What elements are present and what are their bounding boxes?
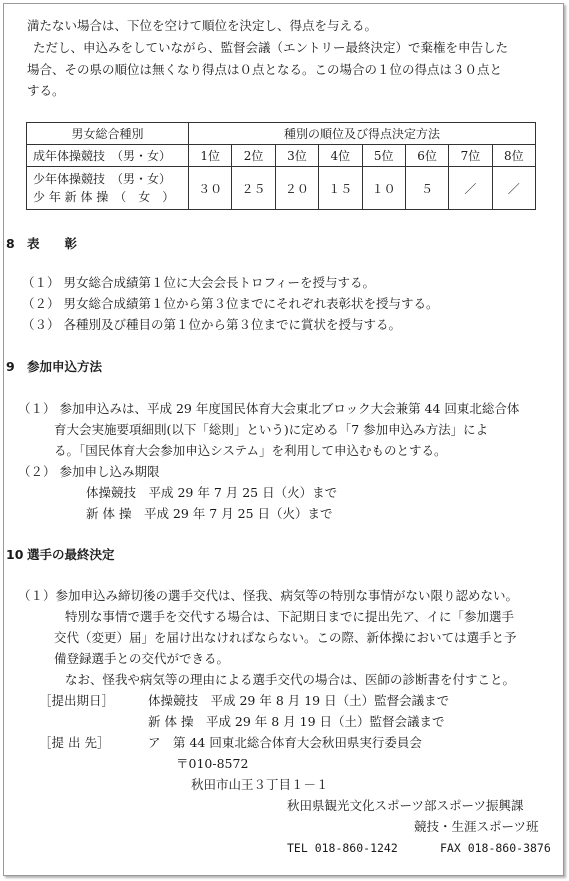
final-para-line-3: 交代（変更）届」を届け出なければならない。この際、新体操においては選手と予 xyxy=(54,630,517,645)
team: 競技・生涯スポーツ班 xyxy=(414,819,539,834)
section-10-number: 10 xyxy=(6,547,24,562)
section-10-title: 選手の最終決定 xyxy=(27,547,115,562)
application-para-line-3: る。「国民体育大会参加申込システム」を利用して申込むものとする。 xyxy=(54,443,447,458)
rank-8: 8位 xyxy=(492,145,535,167)
points-5: １０ xyxy=(362,167,405,210)
points-4: １５ xyxy=(319,167,362,210)
telephone: TEL 018-860-1242 xyxy=(287,841,398,855)
category-youth xyxy=(27,167,189,210)
application-deadline-rhythmic: 新 体 操 平成 29 年 7 月 25 日（火）まで xyxy=(86,506,333,521)
application-para-line-2: 育大会実施要項細則(以下「総則」という)に定める「7 参加申込み方法」によ xyxy=(54,422,489,437)
address: 秋田市山王３丁目１－１ xyxy=(191,777,329,792)
section-9-number: 9 xyxy=(6,359,15,374)
application-deadline-gymnastics: 体操競技 平成 29 年 7 月 25 日（火）まで xyxy=(86,485,338,500)
points-7: ／ xyxy=(449,167,492,210)
deadline-gymnastics: 体操競技 平成 29 年 8 月 19 日（土）監督会議まで xyxy=(148,693,450,708)
destination-a: ア 第 44 回東北総合体育大会秋田県実行委員会 xyxy=(148,735,422,750)
category-adult: 成年体操競技 （男・女） xyxy=(27,145,189,167)
rank-3: 3位 xyxy=(275,145,318,167)
award-item-3: （３） 各種別及び種目の第１位から第３位までに賞状を授与する。 xyxy=(22,317,401,332)
destination-label: ［提 出 先］ xyxy=(39,735,110,750)
section-8-title: 表 彰 xyxy=(27,236,78,251)
rank-5: 5位 xyxy=(362,145,405,167)
deadline-rhythmic: 新 体 操 平成 29 年 8 月 19 日（土）監督会議まで xyxy=(148,714,445,729)
section-8-number: 8 xyxy=(6,236,15,251)
category-youth-gymnastics: 少年体操競技 （男・女） xyxy=(33,172,172,186)
department: 秋田県観光文化スポーツ部スポーツ振興課 xyxy=(287,798,524,813)
application-para-line-1: （１） 参加申込みは、平成 29 年度国民体育大会東北ブロック大会兼第 44 回東北総合体 xyxy=(18,401,520,416)
points-8: ／ xyxy=(492,167,535,210)
final-para-line-4: 備登録選手との交代ができる。 xyxy=(54,651,230,666)
final-para-line-5: なお、怪我や病気等の理由による選手交代の場合は、医師の診断書を付すこと。 xyxy=(65,672,516,687)
points-6: ５ xyxy=(405,167,448,210)
section-9-title: 参加申込方法 xyxy=(27,359,103,374)
deadline-label: ［提出期日］ xyxy=(39,693,115,708)
rank-2: 2位 xyxy=(232,145,275,167)
rank-4: 4位 xyxy=(319,145,362,167)
category-youth-rhythmic: 少 年 新 体 操 （ 女 ） xyxy=(33,190,175,204)
points-1: ３０ xyxy=(189,167,232,210)
points-3: ２０ xyxy=(275,167,318,210)
award-item-1: （１） 男女総合成績第１位に大会会長トロフィーを授与する。 xyxy=(22,275,375,290)
application-deadline-heading: （２） 参加申し込み期限 xyxy=(18,464,160,479)
points-2: ２５ xyxy=(232,167,275,210)
fax: FAX 018-860-3876 xyxy=(440,841,551,855)
final-para-line-2: 特別な事情で選手を交代する場合は、下記期日までに提出先ア、イに「参加選手 xyxy=(65,609,515,624)
table-header-method: 種別の順位及び得点決定方法 xyxy=(189,123,536,145)
intro-line-2: ただし、申込みをしていながら、監督会議（エントリー最終決定）で棄権を申告した xyxy=(33,40,509,55)
intro-line-3: 場合、その県の順位は無くなり得点は０点となる。この場合の１位の得点は３０点と xyxy=(27,62,503,77)
award-item-2: （２） 男女総合成績第１位から第３位までにそれぞれ表彰状を授与する。 xyxy=(22,296,439,311)
intro-line-1: 満たない場合は、下位を空けて順位を決定し、得点を与える。 xyxy=(27,18,378,33)
intro-line-4: する。 xyxy=(27,83,65,98)
rank-6: 6位 xyxy=(405,145,448,167)
rank-1: 1位 xyxy=(189,145,232,167)
ranking-points-table xyxy=(26,122,536,210)
rank-7: 7位 xyxy=(449,145,492,167)
final-para-line-1: （１）参加申込み締切後の選手交代は、怪我、病気等の特別な事情がない限り認めない。 xyxy=(18,588,519,603)
postal-code: 〒010-8572 xyxy=(176,756,249,771)
table-header-category: 男女総合種別 xyxy=(27,123,189,145)
